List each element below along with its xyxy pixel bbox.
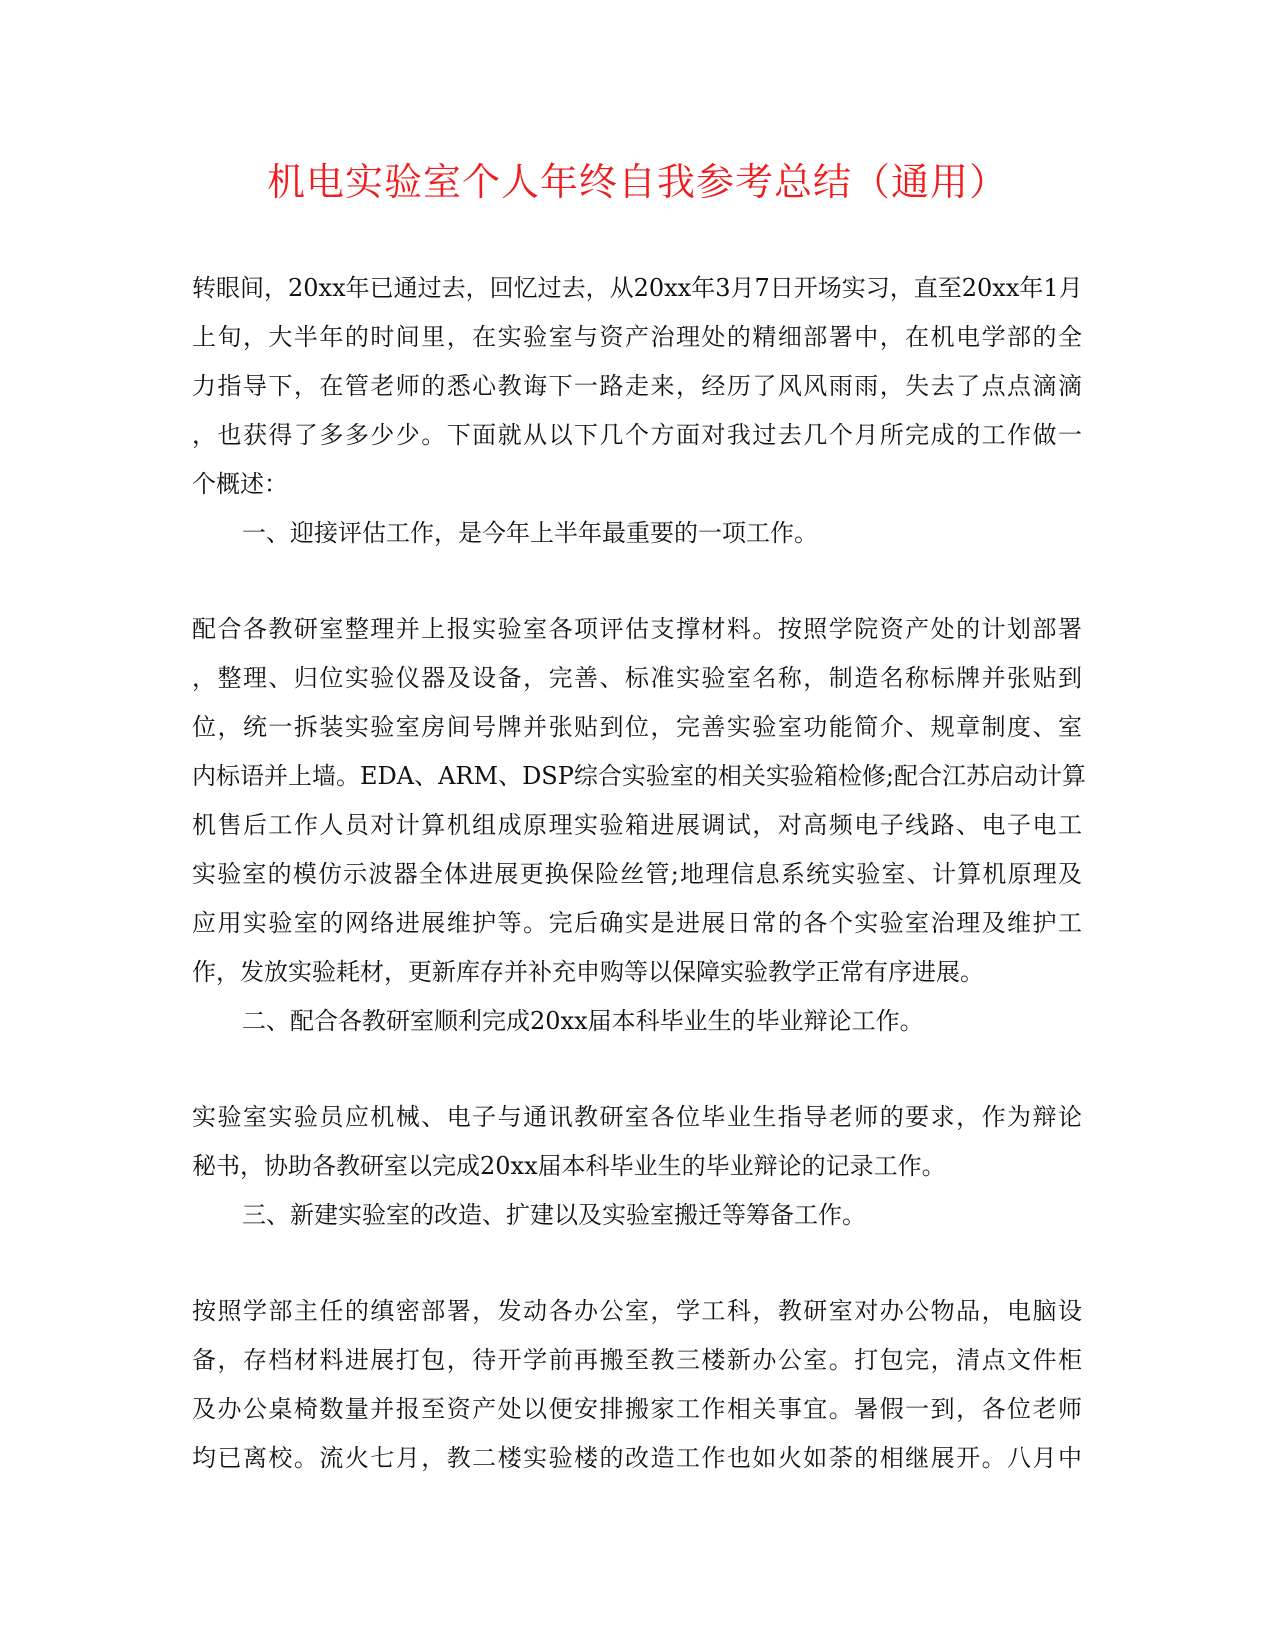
body-line-15: 秘书，协助各教研室以完成20xx届本科毕业生的毕业辩论的记录工作。 [192, 1152, 946, 1180]
body-line-9: 内标语并上墙。EDA、ARM、DSP综合实验室的相关实验箱检修;配合江苏启动计算 [192, 762, 1086, 790]
body-line-17: 备，存档材料进展打包，待开学前再搬至教三楼新办公室。打包完，清点文件柜 [192, 1346, 1082, 1374]
body-line-6: 配合各教研室整理并上报实验室各项评估支撑材料。按照学院资产处的计划部署 [192, 615, 1082, 643]
body-line-2: 上旬，大半年的时间里，在实验室与资产治理处的精细部署中，在机电学部的全 [192, 323, 1082, 351]
body-line-12: 应用实验室的网络进展维护等。完后确实是进展日常的各个实验室治理及维护工 [192, 909, 1082, 937]
body-line-4: ，也获得了多多少少。下面就从以下几个方面对我过去几个月所完成的工作做一 [192, 421, 1082, 449]
body-line-19: 均已离校。流火七月，教二楼实验楼的改造工作也如火如荼的相继展开。八月中 [192, 1444, 1082, 1472]
section-heading-2: 二、配合各教研室顺利完成20xx届本科毕业生的毕业辩论工作。 [242, 1007, 924, 1035]
body-line-5: 个概述： [192, 470, 288, 498]
document-title: 机电实验室个人年终自我参考总结（通用） [266, 160, 1008, 204]
body-line-11: 实验室的模仿示波器全体进展更换保险丝管;地理信息系统实验室、计算机原理及 [192, 860, 1082, 888]
body-line-16: 按照学部主任的缜密部署，发动各办公室，学工科，教研室对办公物品，电脑设 [192, 1297, 1082, 1325]
body-line-18: 及办公桌椅数量并报至资产处以便安排搬家工作相关事宜。暑假一到，各位老师 [192, 1395, 1082, 1423]
section-heading-1: 一、迎接评估工作，是今年上半年最重要的一项工作。 [242, 519, 818, 547]
body-line-10: 机售后工作人员对计算机组成原理实验箱进展调试，对高频电子线路、电子电工 [192, 811, 1082, 839]
body-line-7: ，整理、归位实验仪器及设备，完善、标准实验室名称，制造名称标牌并张贴到 [192, 664, 1082, 692]
body-line-1: 转眼间，20xx年已通过去，回忆过去，从20xx年3月7日开场实习，直至20xx年1月 [192, 274, 1083, 302]
body-line-13: 作，发放实验耗材，更新库存并补充申购等以保障实验教学正常有序进展。 [192, 958, 984, 986]
body-line-8: 位，统一拆装实验室房间号牌并张贴到位，完善实验室功能简介、规章制度、室 [192, 713, 1082, 741]
body-line-14: 实验室实验员应机械、电子与通讯教研室各位毕业生指导老师的要求，作为辩论 [192, 1103, 1082, 1131]
section-heading-3: 三、新建实验室的改造、扩建以及实验室搬迁等筹备工作。 [242, 1201, 866, 1229]
body-line-3: 力指导下，在管老师的悉心教诲下一路走来，经历了风风雨雨，失去了点点滴滴 [192, 372, 1082, 400]
